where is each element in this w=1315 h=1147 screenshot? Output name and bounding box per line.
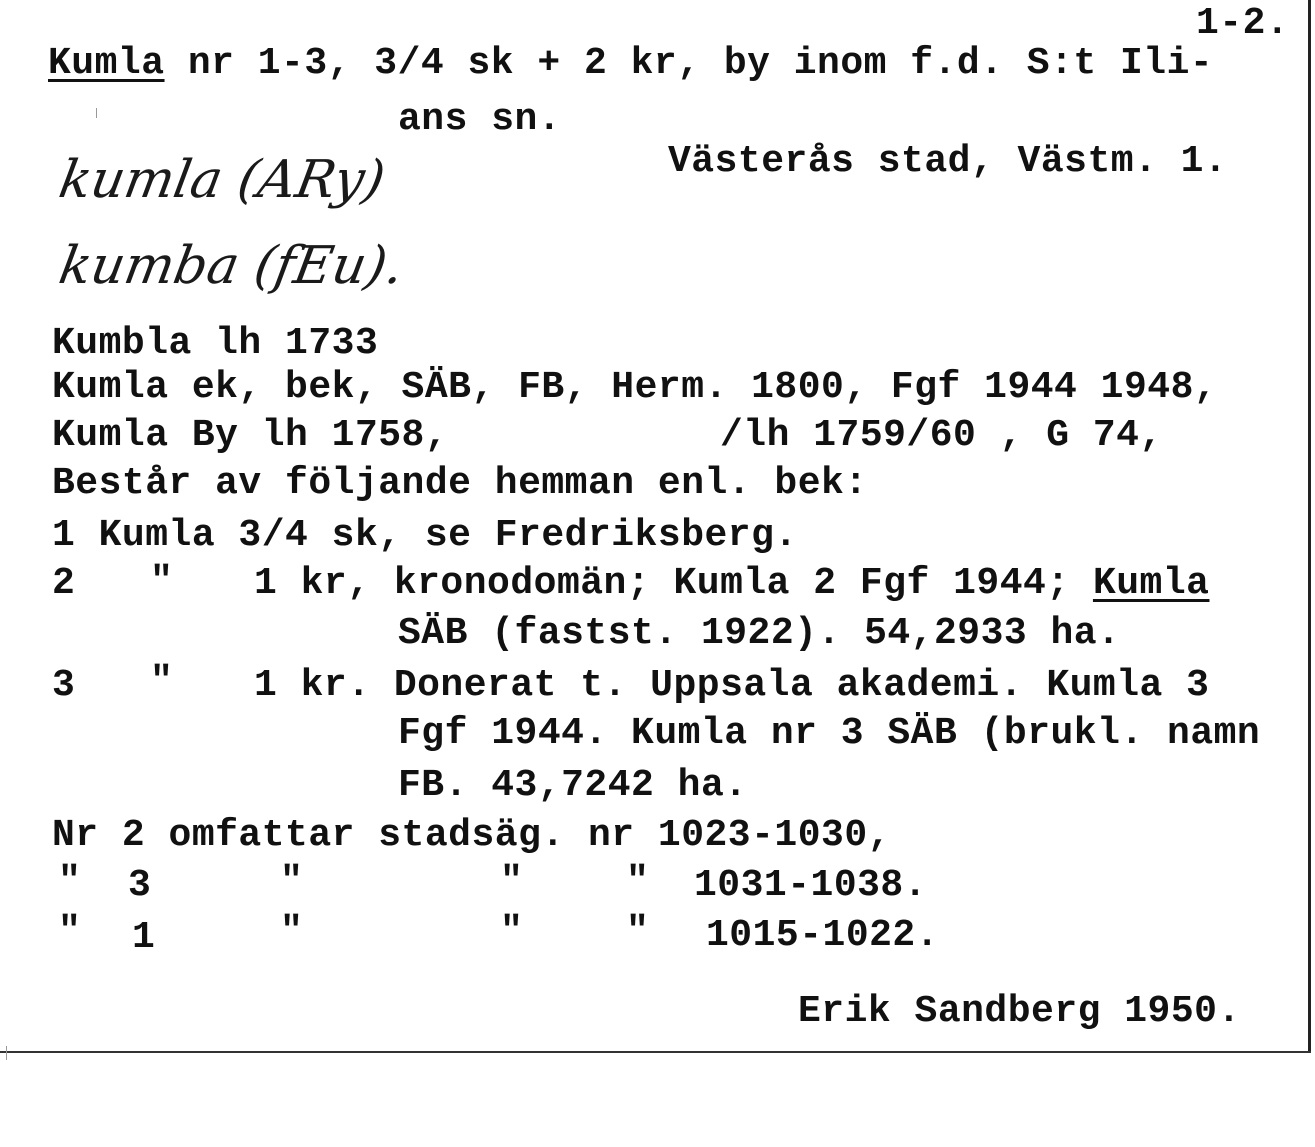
entry-2-underlined: Kumla [1092,562,1210,605]
range-2-ditto-b: " [500,860,524,903]
entry-2-number: 2 [52,562,76,605]
stray-mark-left [6,1046,7,1060]
range-2-ditto-a: " [280,860,304,903]
entry-2-continuation: SÄB (fastst. 1922). 54,2933 ha. [398,612,1121,655]
range-2-values: 1031-1038. [694,864,928,907]
range-3-number: 1 [132,916,156,959]
place-name: Kumla [48,42,165,85]
source-line-3: Kumla By lh 1758, [52,414,449,457]
range-2-ditto-c: " [626,860,650,903]
range-line-1: Nr 2 omfattar stadsäg. nr 1023-1030, [52,814,891,857]
source-line-3b: /lh 1759/60 , G 74, [720,414,1163,457]
source-line-2: Kumla ek, bek, SÄB, FB, Herm. 1800, Fgf 1944 1948, [52,366,1218,409]
range-2-number: 3 [128,864,152,907]
entry-2-body: 1 kr, kronodomän; Kumla 2 Fgf 1944; [254,562,1093,605]
range-2-ditto: " [58,860,82,903]
card-border-bottom [0,1051,1311,1053]
range-3-ditto-b: " [500,910,524,953]
header-rest: nr 1-3, 3/4 sk + 2 kr, by inom f.d. S:t Ili- [164,42,1214,85]
stray-mark [96,108,97,118]
card-border-right [1308,0,1311,1052]
source-line-1: Kumbla lh 1733 [52,322,379,365]
entry-2-text [254,562,1209,606]
entry-3-number: 3 [52,664,76,707]
entry-2-ditto: " [150,560,174,603]
district: Västerås stad, Västm. 1. [668,140,1228,183]
entry-3-continuation-1: Fgf 1944. Kumla nr 3 SÄB (brukl. namn [398,712,1261,755]
entry-1: 1 Kumla 3/4 sk, se Fredriksberg. [52,514,798,557]
range-3-values: 1015-1022. [706,914,940,957]
entry-3-text: 1 kr. Donerat t. Uppsala akademi. Kumla 3 [254,664,1210,707]
composition-intro: Består av följande hemman enl. bek: [52,462,868,505]
handwritten-pronunciation-1: kumla (ARy) [54,150,390,210]
range-3-ditto-a: " [280,910,304,953]
signature: Erik Sandberg 1950. [798,990,1241,1033]
header-continuation: ans sn. [398,98,562,141]
range-3-ditto-c: " [626,910,650,953]
handwritten-pronunciation-2: kumba (fEu). [54,236,409,296]
header-line [48,42,1213,86]
entry-3-continuation-2: FB. 43,7242 ha. [398,764,748,807]
entry-3-ditto: " [150,660,174,703]
range-3-ditto: " [58,910,82,953]
card-number: 1-2. [1196,2,1290,45]
